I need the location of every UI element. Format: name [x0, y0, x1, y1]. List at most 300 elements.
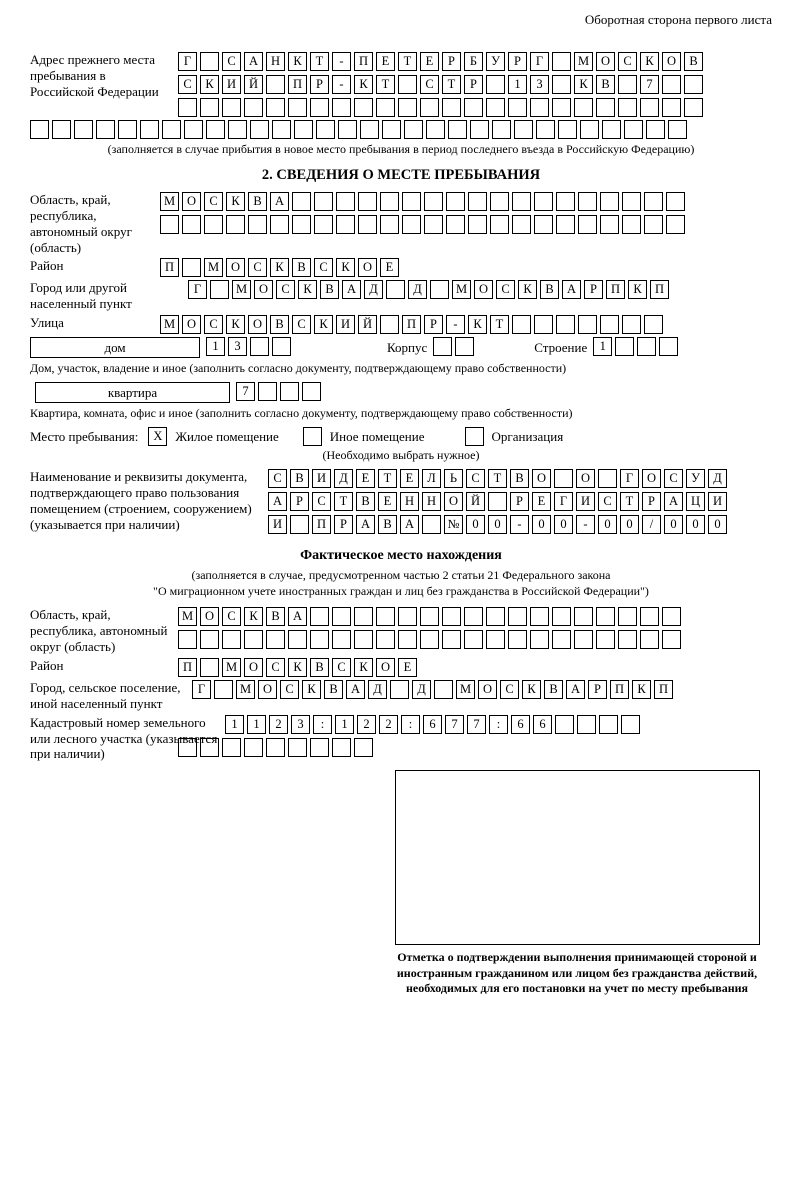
- char-box[interactable]: В: [320, 280, 339, 299]
- char-box[interactable]: К: [298, 280, 317, 299]
- char-box[interactable]: [600, 192, 619, 211]
- char-box[interactable]: [332, 98, 351, 117]
- char-box[interactable]: [74, 120, 93, 139]
- char-box[interactable]: [442, 98, 461, 117]
- char-box[interactable]: А: [288, 607, 307, 626]
- char-box[interactable]: [182, 215, 201, 234]
- char-box[interactable]: О: [642, 469, 661, 488]
- char-box[interactable]: [266, 75, 285, 94]
- char-box[interactable]: [332, 738, 351, 757]
- char-box[interactable]: [490, 192, 509, 211]
- house-field-box[interactable]: дом: [30, 337, 200, 358]
- char-box[interactable]: Е: [398, 658, 417, 677]
- char-box[interactable]: [659, 337, 678, 356]
- char-box[interactable]: П: [312, 515, 331, 534]
- char-box[interactable]: О: [358, 258, 377, 277]
- char-box[interactable]: Е: [400, 469, 419, 488]
- char-box[interactable]: [552, 52, 571, 71]
- char-box[interactable]: [118, 120, 137, 139]
- char-box[interactable]: [622, 315, 641, 334]
- char-box[interactable]: [486, 75, 505, 94]
- char-box[interactable]: [596, 630, 615, 649]
- char-box[interactable]: [336, 192, 355, 211]
- char-box[interactable]: [534, 315, 553, 334]
- char-box[interactable]: С: [496, 280, 515, 299]
- char-box[interactable]: :: [489, 715, 508, 734]
- char-box[interactable]: [512, 215, 531, 234]
- char-box[interactable]: [266, 98, 285, 117]
- char-box[interactable]: 1: [593, 337, 612, 356]
- char-box[interactable]: [398, 630, 417, 649]
- char-box[interactable]: Д: [708, 469, 727, 488]
- char-box[interactable]: О: [258, 680, 277, 699]
- char-box[interactable]: 0: [686, 515, 705, 534]
- char-box[interactable]: [622, 192, 641, 211]
- char-box[interactable]: В: [248, 192, 267, 211]
- char-box[interactable]: [206, 120, 225, 139]
- char-box[interactable]: Й: [466, 492, 485, 511]
- char-box[interactable]: [30, 120, 49, 139]
- char-box[interactable]: В: [544, 680, 563, 699]
- char-box[interactable]: С: [248, 258, 267, 277]
- char-box[interactable]: [380, 315, 399, 334]
- char-box[interactable]: Р: [508, 52, 527, 71]
- char-box[interactable]: [288, 630, 307, 649]
- char-box[interactable]: [314, 215, 333, 234]
- char-box[interactable]: А: [356, 515, 375, 534]
- char-box[interactable]: Д: [412, 680, 431, 699]
- char-box[interactable]: Д: [364, 280, 383, 299]
- char-box[interactable]: [280, 382, 299, 401]
- char-box[interactable]: 7: [445, 715, 464, 734]
- char-box[interactable]: У: [686, 469, 705, 488]
- char-box[interactable]: [621, 715, 640, 734]
- char-box[interactable]: [574, 607, 593, 626]
- char-box[interactable]: Е: [378, 492, 397, 511]
- char-box[interactable]: [96, 120, 115, 139]
- char-box[interactable]: [182, 258, 201, 277]
- char-box[interactable]: [488, 492, 507, 511]
- char-box[interactable]: 3: [228, 337, 247, 356]
- char-box[interactable]: [555, 715, 574, 734]
- char-box[interactable]: А: [664, 492, 683, 511]
- char-box[interactable]: П: [178, 658, 197, 677]
- char-box[interactable]: [200, 52, 219, 71]
- char-box[interactable]: У: [486, 52, 505, 71]
- char-box[interactable]: В: [510, 469, 529, 488]
- char-box[interactable]: С: [268, 469, 287, 488]
- char-box[interactable]: В: [540, 280, 559, 299]
- char-box[interactable]: А: [566, 680, 585, 699]
- char-box[interactable]: М: [232, 280, 251, 299]
- char-box[interactable]: [446, 192, 465, 211]
- char-box[interactable]: К: [574, 75, 593, 94]
- char-box[interactable]: [332, 630, 351, 649]
- char-box[interactable]: [420, 607, 439, 626]
- char-box[interactable]: [402, 215, 421, 234]
- char-box[interactable]: О: [226, 258, 245, 277]
- char-box[interactable]: С: [500, 680, 519, 699]
- char-box[interactable]: Т: [488, 469, 507, 488]
- char-box[interactable]: П: [354, 52, 373, 71]
- char-box[interactable]: В: [356, 492, 375, 511]
- char-box[interactable]: М: [160, 315, 179, 334]
- char-box[interactable]: [554, 469, 573, 488]
- char-box[interactable]: Ц: [686, 492, 705, 511]
- char-box[interactable]: В: [292, 258, 311, 277]
- char-box[interactable]: [404, 120, 423, 139]
- char-box[interactable]: [470, 120, 489, 139]
- char-box[interactable]: А: [268, 492, 287, 511]
- char-box[interactable]: А: [244, 52, 263, 71]
- char-box[interactable]: М: [204, 258, 223, 277]
- char-box[interactable]: [490, 215, 509, 234]
- char-box[interactable]: 0: [488, 515, 507, 534]
- char-box[interactable]: [577, 715, 596, 734]
- char-box[interactable]: Г: [178, 52, 197, 71]
- char-box[interactable]: [536, 120, 555, 139]
- char-box[interactable]: [178, 98, 197, 117]
- char-box[interactable]: Г: [192, 680, 211, 699]
- char-box[interactable]: [442, 607, 461, 626]
- char-box[interactable]: [310, 738, 329, 757]
- char-box[interactable]: [222, 98, 241, 117]
- char-box[interactable]: Р: [510, 492, 529, 511]
- checkbox-other-premises[interactable]: [303, 427, 322, 446]
- char-box[interactable]: [178, 630, 197, 649]
- char-box[interactable]: В: [310, 658, 329, 677]
- char-box[interactable]: [552, 98, 571, 117]
- char-box[interactable]: [200, 738, 219, 757]
- char-box[interactable]: [292, 215, 311, 234]
- char-box[interactable]: [434, 680, 453, 699]
- char-box[interactable]: С: [204, 192, 223, 211]
- char-box[interactable]: [512, 315, 531, 334]
- char-box[interactable]: О: [532, 469, 551, 488]
- char-box[interactable]: О: [478, 680, 497, 699]
- char-box[interactable]: И: [312, 469, 331, 488]
- char-box[interactable]: [556, 315, 575, 334]
- char-box[interactable]: [310, 630, 329, 649]
- char-box[interactable]: [402, 192, 421, 211]
- char-box[interactable]: [360, 120, 379, 139]
- char-box[interactable]: 0: [598, 515, 617, 534]
- char-box[interactable]: [552, 607, 571, 626]
- char-box[interactable]: [354, 98, 373, 117]
- char-box[interactable]: 6: [511, 715, 530, 734]
- char-box[interactable]: С: [178, 75, 197, 94]
- char-box[interactable]: [258, 382, 277, 401]
- char-box[interactable]: В: [266, 607, 285, 626]
- char-box[interactable]: [376, 98, 395, 117]
- char-box[interactable]: [448, 120, 467, 139]
- char-box[interactable]: [556, 192, 575, 211]
- char-box[interactable]: П: [654, 680, 673, 699]
- char-box[interactable]: [668, 120, 687, 139]
- char-box[interactable]: Й: [358, 315, 377, 334]
- char-box[interactable]: [210, 280, 229, 299]
- char-box[interactable]: В: [378, 515, 397, 534]
- char-box[interactable]: К: [226, 192, 245, 211]
- char-box[interactable]: [160, 215, 179, 234]
- char-box[interactable]: [662, 75, 681, 94]
- char-box[interactable]: Р: [464, 75, 483, 94]
- char-box[interactable]: О: [444, 492, 463, 511]
- char-box[interactable]: 3: [291, 715, 310, 734]
- char-box[interactable]: [618, 630, 637, 649]
- char-box[interactable]: Т: [490, 315, 509, 334]
- char-box[interactable]: [430, 280, 449, 299]
- char-box[interactable]: [420, 630, 439, 649]
- char-box[interactable]: [200, 98, 219, 117]
- char-box[interactable]: [380, 192, 399, 211]
- char-box[interactable]: П: [606, 280, 625, 299]
- char-box[interactable]: [600, 315, 619, 334]
- char-box[interactable]: [662, 630, 681, 649]
- char-box[interactable]: №: [444, 515, 463, 534]
- char-box[interactable]: К: [200, 75, 219, 94]
- char-box[interactable]: Н: [422, 492, 441, 511]
- char-box[interactable]: 7: [236, 382, 255, 401]
- char-box[interactable]: 1: [247, 715, 266, 734]
- char-box[interactable]: С: [222, 52, 241, 71]
- char-box[interactable]: 2: [379, 715, 398, 734]
- char-box[interactable]: [446, 215, 465, 234]
- char-box[interactable]: 7: [640, 75, 659, 94]
- char-box[interactable]: [354, 607, 373, 626]
- char-box[interactable]: [398, 607, 417, 626]
- char-box[interactable]: 6: [423, 715, 442, 734]
- char-box[interactable]: [618, 607, 637, 626]
- char-box[interactable]: [288, 738, 307, 757]
- char-box[interactable]: Е: [376, 52, 395, 71]
- char-box[interactable]: [288, 98, 307, 117]
- char-box[interactable]: О: [248, 315, 267, 334]
- char-box[interactable]: [266, 738, 285, 757]
- char-box[interactable]: М: [160, 192, 179, 211]
- char-box[interactable]: 2: [269, 715, 288, 734]
- char-box[interactable]: М: [574, 52, 593, 71]
- char-box[interactable]: [422, 515, 441, 534]
- char-box[interactable]: [508, 607, 527, 626]
- char-box[interactable]: [250, 337, 269, 356]
- char-box[interactable]: К: [632, 680, 651, 699]
- char-box[interactable]: [292, 192, 311, 211]
- char-box[interactable]: С: [204, 315, 223, 334]
- char-box[interactable]: [534, 192, 553, 211]
- apartment-field-box[interactable]: квартира: [35, 382, 230, 403]
- char-box[interactable]: [596, 98, 615, 117]
- char-box[interactable]: [250, 120, 269, 139]
- char-box[interactable]: [662, 98, 681, 117]
- char-box[interactable]: [464, 98, 483, 117]
- char-box[interactable]: Р: [290, 492, 309, 511]
- char-box[interactable]: [552, 75, 571, 94]
- char-box[interactable]: К: [244, 607, 263, 626]
- char-box[interactable]: [222, 630, 241, 649]
- char-box[interactable]: [492, 120, 511, 139]
- char-box[interactable]: Е: [420, 52, 439, 71]
- char-box[interactable]: Д: [368, 680, 387, 699]
- char-box[interactable]: Г: [530, 52, 549, 71]
- char-box[interactable]: [424, 192, 443, 211]
- char-box[interactable]: [602, 120, 621, 139]
- char-box[interactable]: К: [354, 75, 373, 94]
- char-box[interactable]: М: [222, 658, 241, 677]
- char-box[interactable]: [442, 630, 461, 649]
- char-box[interactable]: [464, 630, 483, 649]
- char-box[interactable]: [646, 120, 665, 139]
- char-box[interactable]: К: [226, 315, 245, 334]
- char-box[interactable]: К: [518, 280, 537, 299]
- char-box[interactable]: В: [324, 680, 343, 699]
- char-box[interactable]: [508, 98, 527, 117]
- char-box[interactable]: -: [446, 315, 465, 334]
- char-box[interactable]: С: [312, 492, 331, 511]
- char-box[interactable]: :: [313, 715, 332, 734]
- char-box[interactable]: М: [452, 280, 471, 299]
- char-box[interactable]: [244, 738, 263, 757]
- char-box[interactable]: [310, 607, 329, 626]
- char-box[interactable]: [332, 607, 351, 626]
- char-box[interactable]: [354, 738, 373, 757]
- char-box[interactable]: [272, 337, 291, 356]
- char-box[interactable]: [644, 315, 663, 334]
- char-box[interactable]: [464, 607, 483, 626]
- char-box[interactable]: О: [254, 280, 273, 299]
- char-box[interactable]: [640, 607, 659, 626]
- char-box[interactable]: И: [336, 315, 355, 334]
- char-box[interactable]: [200, 630, 219, 649]
- char-box[interactable]: Д: [408, 280, 427, 299]
- char-box[interactable]: С: [276, 280, 295, 299]
- char-box[interactable]: А: [400, 515, 419, 534]
- char-box[interactable]: [640, 98, 659, 117]
- char-box[interactable]: [354, 630, 373, 649]
- char-box[interactable]: Ь: [444, 469, 463, 488]
- char-box[interactable]: 1: [225, 715, 244, 734]
- char-box[interactable]: А: [342, 280, 361, 299]
- char-box[interactable]: [338, 120, 357, 139]
- char-box[interactable]: [486, 630, 505, 649]
- char-box[interactable]: Г: [620, 469, 639, 488]
- char-box[interactable]: Н: [266, 52, 285, 71]
- char-box[interactable]: -: [576, 515, 595, 534]
- char-box[interactable]: [580, 120, 599, 139]
- char-box[interactable]: М: [236, 680, 255, 699]
- char-box[interactable]: О: [244, 658, 263, 677]
- char-box[interactable]: [302, 382, 321, 401]
- char-box[interactable]: О: [596, 52, 615, 71]
- char-box[interactable]: [376, 607, 395, 626]
- char-box[interactable]: [184, 120, 203, 139]
- char-box[interactable]: К: [288, 658, 307, 677]
- char-box[interactable]: [386, 280, 405, 299]
- char-box[interactable]: К: [628, 280, 647, 299]
- char-box[interactable]: И: [708, 492, 727, 511]
- char-box[interactable]: [244, 98, 263, 117]
- char-box[interactable]: 0: [554, 515, 573, 534]
- char-box[interactable]: [468, 192, 487, 211]
- char-box[interactable]: 6: [533, 715, 552, 734]
- char-box[interactable]: Р: [642, 492, 661, 511]
- char-box[interactable]: [178, 738, 197, 757]
- char-box[interactable]: [624, 120, 643, 139]
- char-box[interactable]: -: [510, 515, 529, 534]
- char-box[interactable]: 7: [467, 715, 486, 734]
- char-box[interactable]: [618, 98, 637, 117]
- char-box[interactable]: [666, 192, 685, 211]
- char-box[interactable]: П: [160, 258, 179, 277]
- char-box[interactable]: [248, 215, 267, 234]
- char-box[interactable]: А: [562, 280, 581, 299]
- char-box[interactable]: Р: [588, 680, 607, 699]
- char-box[interactable]: С: [664, 469, 683, 488]
- char-box[interactable]: [618, 75, 637, 94]
- char-box[interactable]: Л: [422, 469, 441, 488]
- char-box[interactable]: С: [280, 680, 299, 699]
- char-box[interactable]: [578, 192, 597, 211]
- char-box[interactable]: [270, 215, 289, 234]
- char-box[interactable]: [204, 215, 223, 234]
- char-box[interactable]: 3: [530, 75, 549, 94]
- char-box[interactable]: С: [598, 492, 617, 511]
- char-box[interactable]: Е: [532, 492, 551, 511]
- char-box[interactable]: [468, 215, 487, 234]
- char-box[interactable]: [336, 215, 355, 234]
- char-box[interactable]: Т: [376, 75, 395, 94]
- char-box[interactable]: М: [178, 607, 197, 626]
- char-box[interactable]: Т: [334, 492, 353, 511]
- char-box[interactable]: [226, 215, 245, 234]
- char-box[interactable]: :: [401, 715, 420, 734]
- char-box[interactable]: К: [336, 258, 355, 277]
- char-box[interactable]: [508, 630, 527, 649]
- char-box[interactable]: Н: [400, 492, 419, 511]
- char-box[interactable]: С: [292, 315, 311, 334]
- char-box[interactable]: [534, 215, 553, 234]
- char-box[interactable]: Р: [424, 315, 443, 334]
- char-box[interactable]: К: [468, 315, 487, 334]
- char-box[interactable]: К: [302, 680, 321, 699]
- char-box[interactable]: О: [376, 658, 395, 677]
- char-box[interactable]: [600, 215, 619, 234]
- char-box[interactable]: О: [182, 315, 201, 334]
- char-box[interactable]: 0: [664, 515, 683, 534]
- char-box[interactable]: Р: [584, 280, 603, 299]
- char-box[interactable]: [358, 192, 377, 211]
- char-box[interactable]: [486, 98, 505, 117]
- char-box[interactable]: Е: [380, 258, 399, 277]
- char-box[interactable]: П: [610, 680, 629, 699]
- char-box[interactable]: И: [222, 75, 241, 94]
- char-box[interactable]: К: [288, 52, 307, 71]
- char-box[interactable]: О: [200, 607, 219, 626]
- char-box[interactable]: К: [270, 258, 289, 277]
- char-box[interactable]: [578, 215, 597, 234]
- char-box[interactable]: [512, 192, 531, 211]
- char-box[interactable]: И: [268, 515, 287, 534]
- char-box[interactable]: Р: [442, 52, 461, 71]
- char-box[interactable]: А: [270, 192, 289, 211]
- char-box[interactable]: /: [642, 515, 661, 534]
- char-box[interactable]: [530, 98, 549, 117]
- char-box[interactable]: [684, 75, 703, 94]
- char-box[interactable]: Р: [310, 75, 329, 94]
- char-box[interactable]: [615, 337, 634, 356]
- char-box[interactable]: 1: [335, 715, 354, 734]
- char-box[interactable]: Т: [310, 52, 329, 71]
